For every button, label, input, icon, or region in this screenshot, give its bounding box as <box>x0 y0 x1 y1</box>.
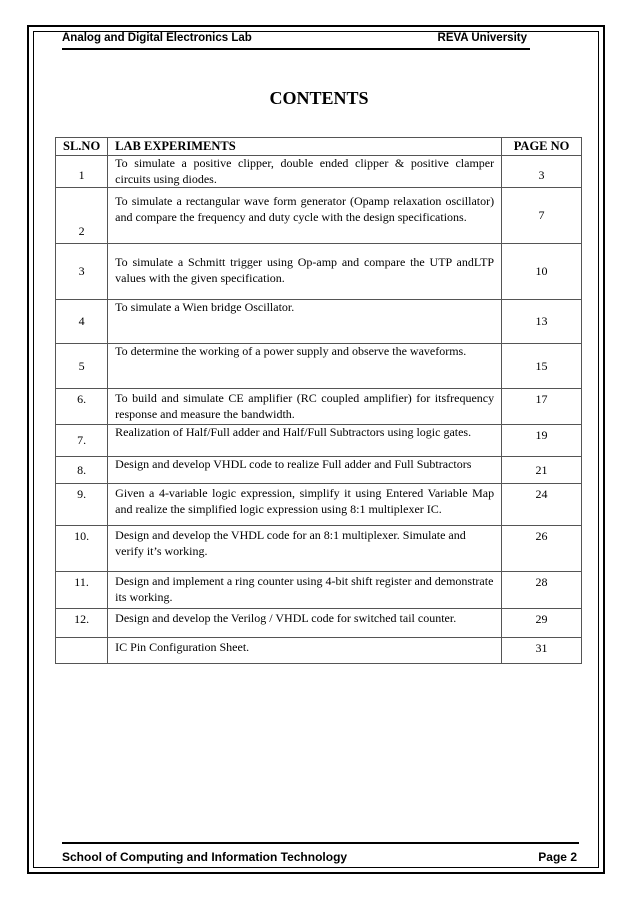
footer-rule <box>62 842 579 844</box>
row-experiment: Realization of Half/Full adder and Half/Full Subtractors using logic gates. <box>108 425 502 457</box>
row-experiment: Design and implement a ring counter using 4-bit shift register and demonstrate its working. <box>108 572 502 609</box>
row-page: 3 <box>502 156 582 188</box>
row-page: 7 <box>502 188 582 244</box>
page-header <box>62 31 530 48</box>
row-page: 24 <box>502 484 582 526</box>
table-row <box>56 344 582 389</box>
row-number: 8. <box>56 457 108 484</box>
row-number: 11. <box>56 572 108 609</box>
row-number: 10. <box>56 526 108 572</box>
row-number: 12. <box>56 609 108 638</box>
header-university: REVA University <box>437 32 527 44</box>
table-row <box>56 638 582 664</box>
row-page: 10 <box>502 244 582 300</box>
row-number: 2 <box>56 188 108 244</box>
row-page: 21 <box>502 457 582 484</box>
row-number: 6. <box>56 389 108 425</box>
row-page: 31 <box>502 638 582 664</box>
row-page: 15 <box>502 344 582 389</box>
row-number: 5 <box>56 344 108 389</box>
row-experiment: Design and develop the Verilog / VHDL code for switched tail counter. <box>108 609 502 638</box>
header-course-title: Analog and Digital Electronics Lab <box>62 32 252 44</box>
row-experiment: To simulate a Schmitt trigger using Op-amp and compare the UTP andLTP values with the given specification. <box>108 244 502 300</box>
row-experiment: Design and develop the VHDL code for an 8:1 multiplexer. Simulate and verify it’s working. <box>108 526 502 572</box>
row-experiment: IC Pin Configuration Sheet. <box>108 638 502 664</box>
table-row <box>56 300 582 344</box>
row-experiment: Given a 4-variable logic expression, simplify it using Entered Variable Map and realize the simplified logic expression using 8:1 multiplexer IC. <box>108 484 502 526</box>
table-row <box>56 156 582 188</box>
row-number: 1 <box>56 156 108 188</box>
column-header-page: PAGE NO <box>502 138 582 156</box>
row-experiment: To determine the working of a power supply and observe the waveforms. <box>108 344 502 389</box>
row-experiment: To simulate a Wien bridge Oscillator. <box>108 300 502 344</box>
page-title: CONTENTS <box>269 88 369 108</box>
table-row <box>56 188 582 244</box>
table-row <box>56 572 582 609</box>
row-experiment: To build and simulate CE amplifier (RC coupled amplifier) for itsfrequency response and measure the bandwidth. <box>108 389 502 425</box>
table-row <box>56 484 582 526</box>
table-row <box>56 457 582 484</box>
header-rule <box>62 48 530 50</box>
column-header-experiments: LAB EXPERIMENTS <box>108 138 502 156</box>
table-row <box>56 425 582 457</box>
row-page: 28 <box>502 572 582 609</box>
table-row <box>56 526 582 572</box>
row-experiment: To simulate a rectangular wave form generator (Opamp relaxation oscillator) and compare the frequency and duty cycle with the design specifications. <box>108 188 502 244</box>
row-number: 7. <box>56 425 108 457</box>
table-row <box>56 244 582 300</box>
table-row <box>56 389 582 425</box>
footer-school-name: School of Computing and Information Technology <box>62 850 348 864</box>
row-page: 13 <box>502 300 582 344</box>
row-number: 9. <box>56 484 108 526</box>
row-page: 26 <box>502 526 582 572</box>
row-page: 29 <box>502 609 582 638</box>
footer-page-number: Page 2 <box>538 850 577 864</box>
row-number: 4 <box>56 300 108 344</box>
row-experiment: Design and develop VHDL code to realize Full adder and Full Subtractors <box>108 457 502 484</box>
row-number: 3 <box>56 244 108 300</box>
table-header-row <box>56 138 582 156</box>
row-number <box>56 638 108 664</box>
row-page: 17 <box>502 389 582 425</box>
column-header-slno: SL.NO <box>56 138 108 156</box>
row-page: 19 <box>502 425 582 457</box>
row-experiment: To simulate a positive clipper, double ended clipper & positive clamper circuits using diodes. <box>108 156 502 188</box>
contents-table <box>55 137 582 664</box>
table-row <box>56 609 582 638</box>
